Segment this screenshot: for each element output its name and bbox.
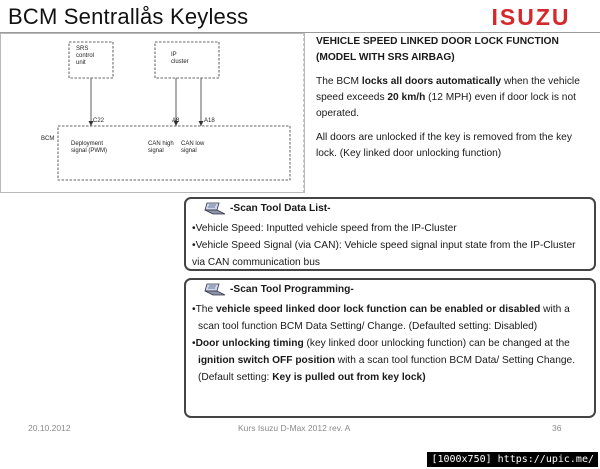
deployment-signal-label: Deployment signal (PWM) (71, 141, 108, 154)
can-low-label: CAN low signal (181, 141, 205, 154)
scan-tool-data-list (184, 197, 596, 271)
image-watermark: [1000x750] https://upic.me/ (427, 452, 598, 467)
data-list-items: •Vehicle Speed: Inputted vehicle speed from the IP-Cluster •Vehicle Speed Signal (via CAN): Vehicle speed signal input state from the IP-Cluster via CAN communication bus (192, 223, 576, 268)
function-paragraph-2: All doors are unlocked if the key is removed from the key lock. (Key linked door unlocking function) (316, 132, 572, 159)
srs-unit-label: SRS control unit (76, 46, 95, 66)
footer-course: Kurs Isuzu D-Max 2012 rev. A (238, 423, 351, 433)
function-heading: VEHICLE SPEED LINKED DOOR LOCK FUNCTION (MODEL WITH SRS AIRBAG) (316, 36, 559, 63)
wiring-diagram (0, 33, 305, 193)
bcm-label: BCM (41, 136, 55, 142)
laptop-icon (204, 283, 226, 297)
function-description (316, 34, 588, 170)
isuzu-logo (470, 6, 592, 28)
column-divider (303, 33, 304, 193)
footer-page-number: 36 (552, 423, 562, 433)
can-high-label: CAN high signal (148, 141, 174, 154)
pin-c22-label: C22 (93, 118, 105, 124)
scan-tool-programming (184, 278, 596, 418)
slide-title: BCM Sentrallås Keyless (8, 4, 249, 29)
laptop-icon (204, 202, 226, 216)
pin-a8-label: A8 (172, 118, 180, 124)
programming-title: -Scan Tool Programming- (230, 284, 354, 295)
function-paragraph-1: The BCM locks all doors automatically when the vehicle speed exceeds 20 km/h (12 MPH) even if door lock is not operated. (316, 76, 580, 119)
programming-items: •The vehicle speed linked door lock function can be enabled or disabled with a scan tool function BCM Data Setting/ Change. (Defaulted setting: Disabled) •Door unlocking timing (key linked door unlocking function) can be changed at the ignition switch OFF position with a scan tool function BCM Data/ Setting Change. (Default setting: Key is pulled out from key lock) (192, 304, 576, 383)
logo-text: ISUZU (491, 6, 571, 28)
pin-a18-label: A18 (204, 118, 215, 124)
ip-cluster-label: IP cluster (171, 52, 189, 65)
footer-date: 20.10.2012 (28, 423, 71, 433)
data-list-title: -Scan Tool Data List- (230, 203, 331, 214)
